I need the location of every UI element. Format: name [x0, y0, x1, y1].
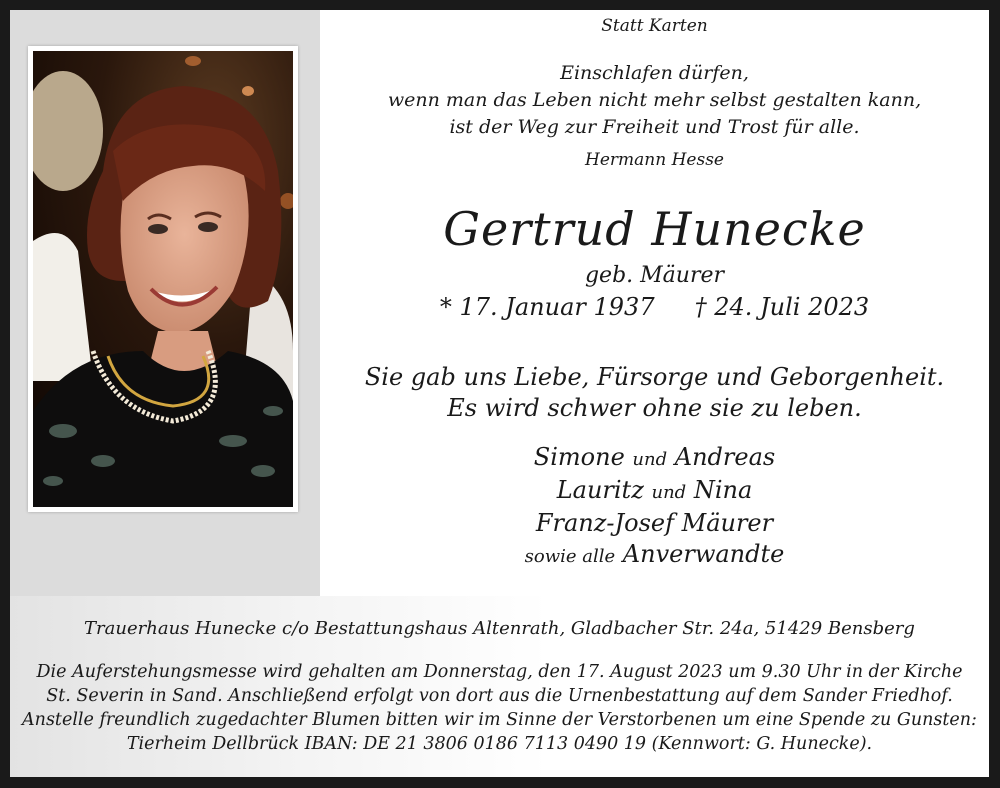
life-dates [320, 293, 989, 321]
family-member: Nina [693, 476, 753, 504]
portrait-photo [33, 51, 293, 507]
mourning-address: Trauerhaus Hunecke c/o Bestattungshaus Altenrath, Gladbacher Str. 24a, 51429 Bensberg [84, 618, 915, 639]
message-line: Sie gab uns Liebe, Fürsorge und Geborgenheit. [364, 363, 945, 391]
birth-date: * 17. Januar 1937 [439, 293, 655, 321]
poem-author: Hermann Hesse [585, 150, 724, 170]
service-line: St. Severin in Sand. Anschließend erfolgt von dort aus die Urnenbestattung auf dem Sander Friedhof. [46, 686, 953, 706]
poem [320, 60, 989, 141]
service-line: Anstelle freundlich zugedachter Blumen bitten wir im Sinne der Verstorbenen um eine Spende zu Gunsten: [22, 710, 977, 730]
service-line: Tierheim Dellbrück IBAN: DE 21 3806 0186 7113 0490 19 (Kennwort: G. Hunecke). [126, 734, 873, 754]
family-line [320, 508, 989, 539]
family-line [320, 475, 989, 508]
portrait-frame [28, 46, 298, 512]
maiden-name: geb. Mäurer [584, 263, 725, 288]
memorial-message [320, 362, 989, 424]
statt-karten-label: Statt Karten [601, 16, 708, 36]
service-details [10, 660, 989, 756]
family-member: Lauritz [556, 476, 644, 504]
family-signatures [320, 442, 989, 572]
portrait-illustration [33, 51, 293, 507]
death-date: † 24. Juli 2023 [694, 293, 870, 321]
obituary-card [10, 10, 989, 777]
family-connector: und [632, 449, 668, 470]
poem-line: wenn man das Leben nicht mehr selbst gestalten kann, [387, 89, 922, 111]
family-line [320, 442, 989, 475]
service-line: Die Auferstehungsmesse wird gehalten am Donnerstag, den 17. August 2023 um 9.30 Uhr in der Kirche [36, 662, 963, 682]
family-member: Anverwandte [622, 540, 785, 568]
family-line [320, 539, 989, 572]
family-member: Franz-Josef Mäurer [535, 509, 774, 537]
deceased-name: Gertrud Hunecke [443, 202, 866, 256]
family-prefix: sowie alle [524, 546, 616, 567]
poem-line: Einschlafen dürfen, [560, 62, 749, 84]
message-line: Es wird schwer ohne sie zu leben. [447, 394, 862, 422]
family-member: Simone [533, 443, 625, 471]
family-member: Andreas [674, 443, 776, 471]
family-connector: und [651, 482, 687, 503]
poem-line: ist der Weg zur Freiheit und Trost für alle. [449, 116, 860, 138]
